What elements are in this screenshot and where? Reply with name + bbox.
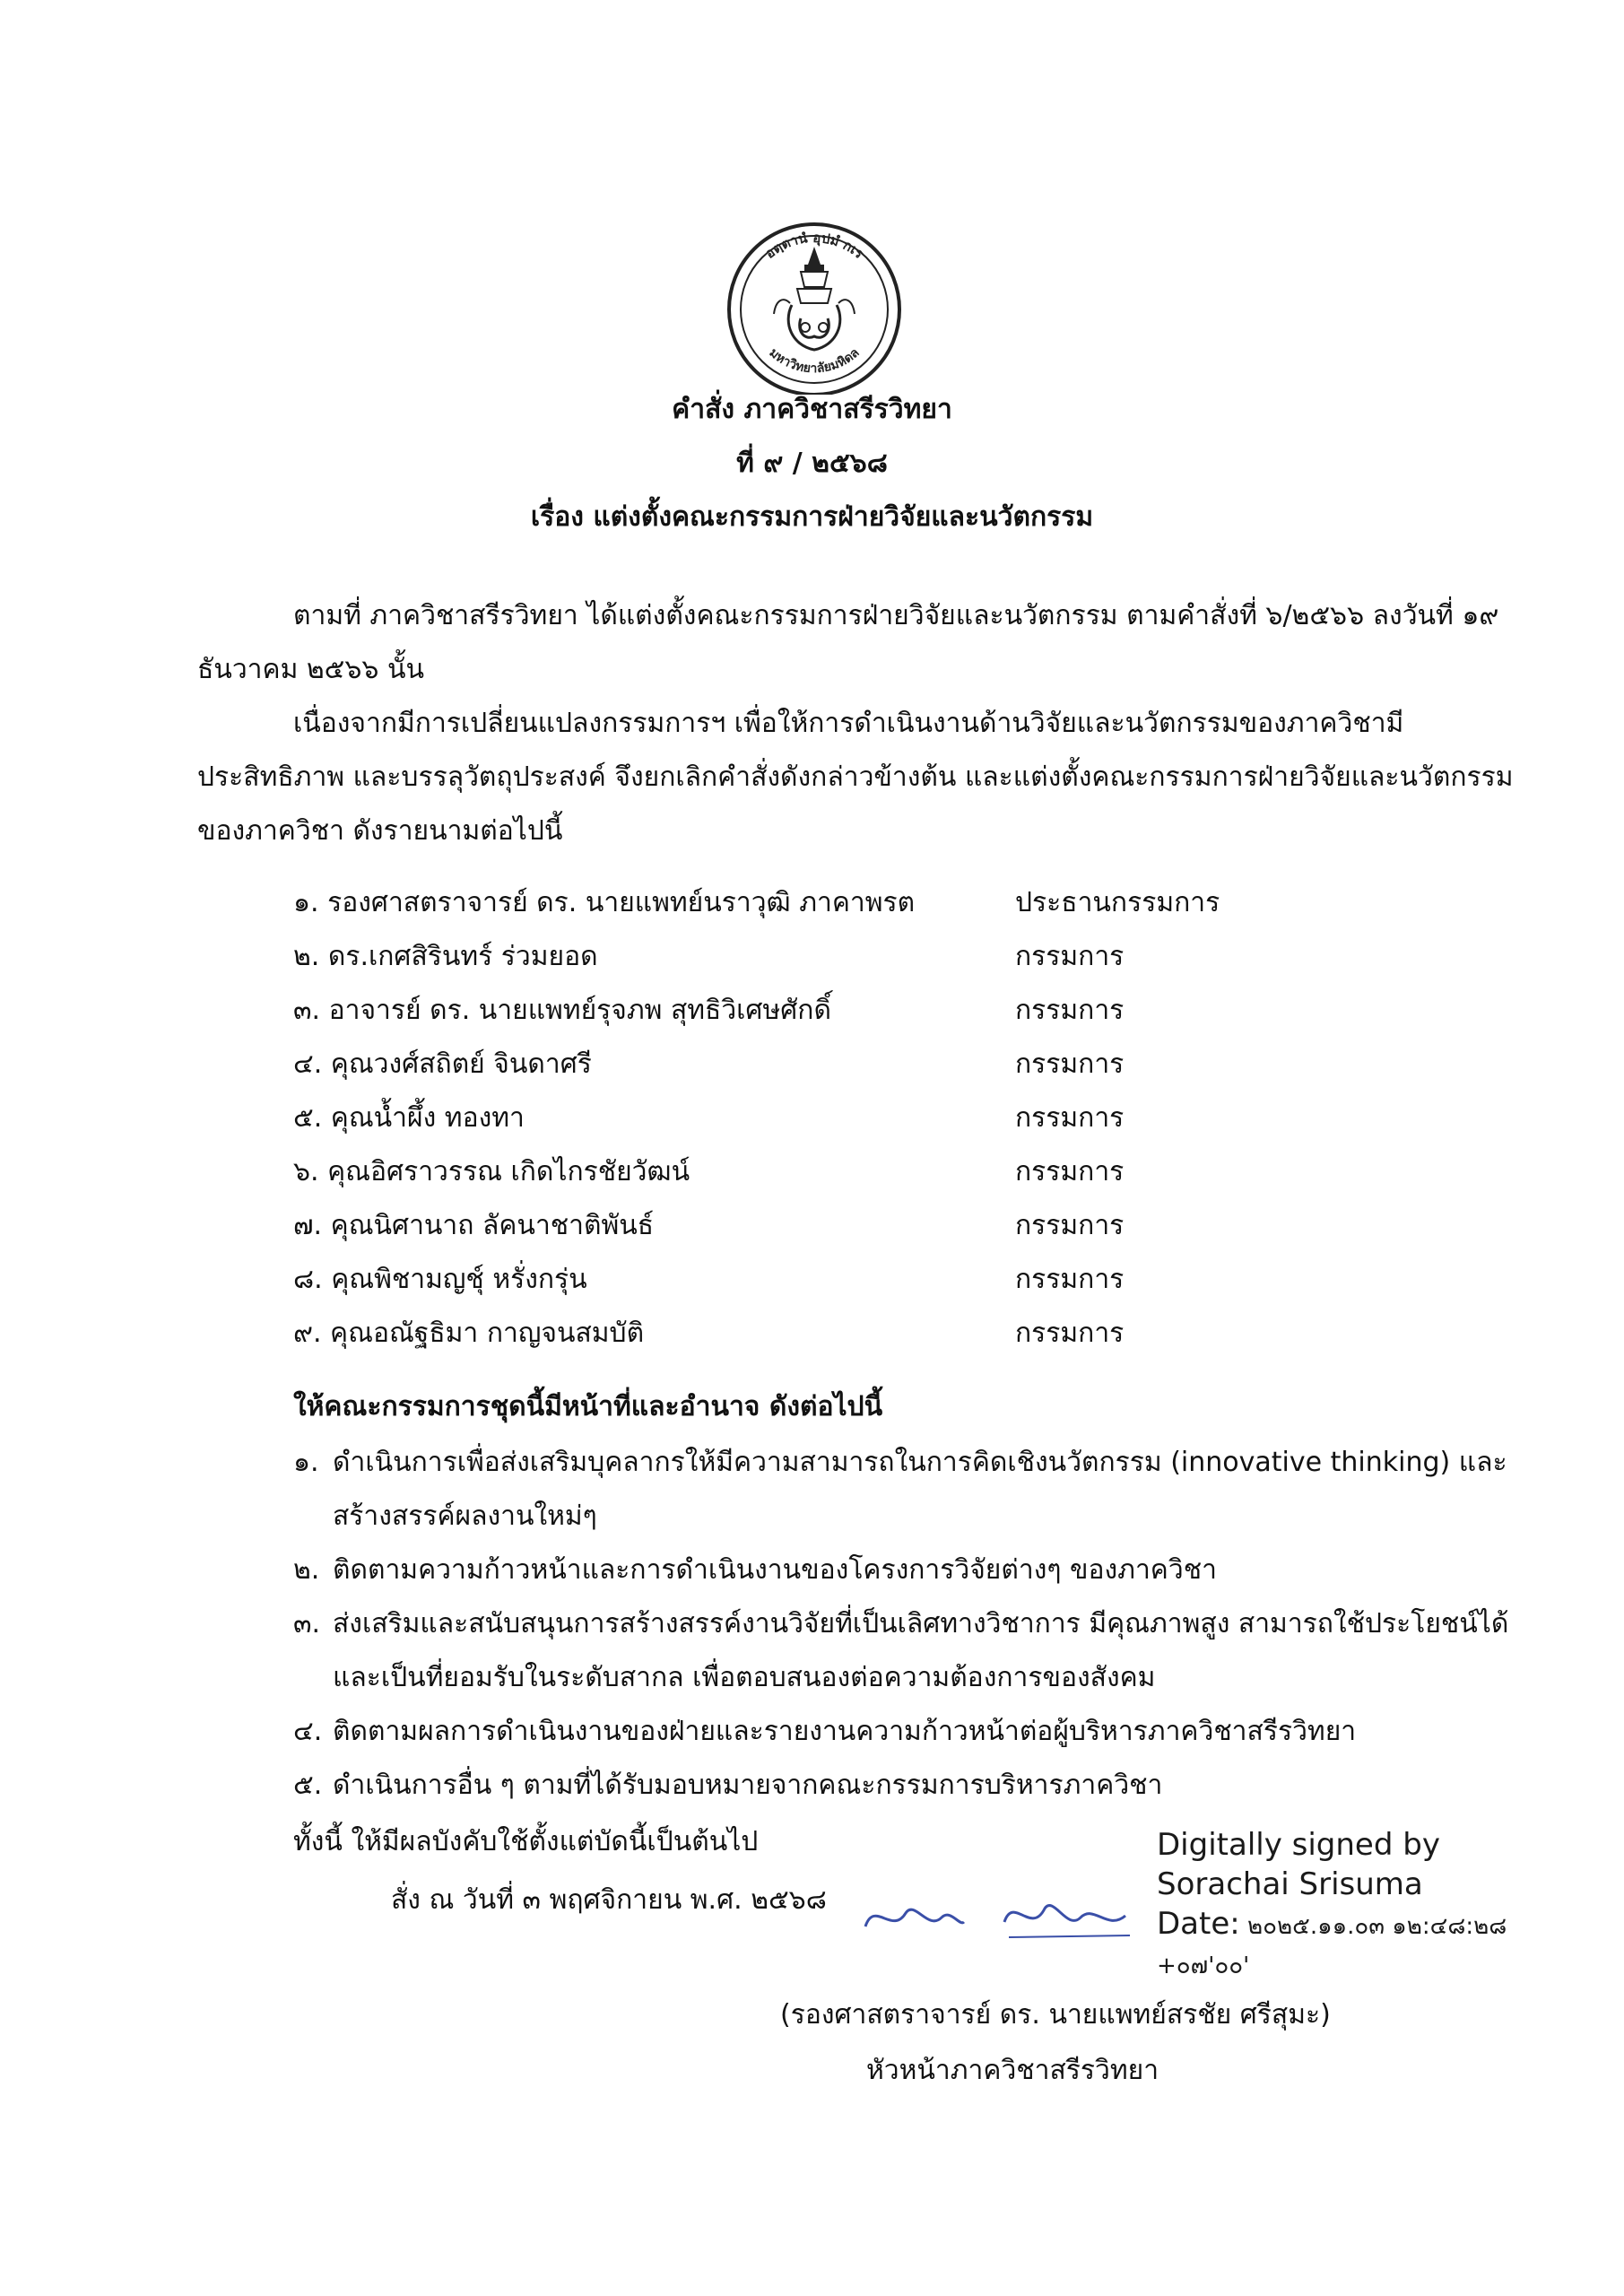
committee-member-role: กรรมการ <box>1015 995 1125 1026</box>
paragraph-2-line-1: เนื่องจากมีการเปลี่ยนแปลงกรรมการฯ เพื่อให้การดำเนินงานด้านวิจัยและนวัตกรรมของภาควิชามี <box>293 708 1404 739</box>
duty-text: ดำเนินการเพื่อส่งเสริมบุคลากรให้มีความสามารถในการคิดเชิงนวัตกรรม (innovative thinking) และ <box>333 1447 1507 1478</box>
duty-text: และเป็นที่ยอมรับในระดับสากล เพื่อตอบสนองต่อความต้องการของสังคม <box>333 1662 1156 1693</box>
committee-member-role: กรรมการ <box>1015 1048 1125 1080</box>
duty-text: ติดตามความก้าวหน้าและการดำเนินงานของโครงการวิจัยต่างๆ ของภาควิชา <box>333 1554 1217 1586</box>
digital-signature-line-2: Sorachai Srisuma <box>1157 1866 1423 1902</box>
digital-signature-date-label: Date: <box>1157 1906 1240 1942</box>
duty-number: ๑. <box>293 1447 319 1478</box>
order-title: คำสั่ง ภาควิชาสรีรวิทยา <box>672 394 952 425</box>
duty-number: ๔. <box>293 1716 323 1747</box>
order-subject: เรื่อง แต่งตั้งคณะกรรมการฝ่ายวิจัยและนวัตกรรม <box>530 501 1094 533</box>
signatory-position: หัวหน้าภาควิชาสรีรวิทยา <box>866 2055 1159 2086</box>
order-date: สั่ง ณ วันที่ ๓ พฤศจิกายน พ.ศ. ๒๕๖๘ <box>391 1884 827 1916</box>
duty-number: ๓. <box>293 1608 321 1639</box>
digital-signature-block <box>1157 1825 1569 1986</box>
duty-text: สร้างสรรค์ผลงานใหม่ๆ <box>333 1500 597 1532</box>
committee-member-role: กรรมการ <box>1015 1318 1125 1349</box>
duties-heading: ให้คณะกรรมการชุดนี้มีหน้าที่และอำนาจ ดังต่อไปนี้ <box>293 1391 883 1422</box>
duty-text: ติดตามผลการดำเนินงานของฝ่ายและรายงานความก้าวหน้าต่อผู้บริหารภาควิชาสรีรวิทยา <box>333 1716 1357 1747</box>
duty-number: ๒. <box>293 1554 320 1586</box>
digital-signature-date-value: ๒๐๒๕.๑๑.๐๓ ๑๒:๔๘:๒๘ <box>1239 1913 1507 1940</box>
handwritten-signature <box>856 1882 1152 1953</box>
seal-text-top: อตฺตานํ อุปมํ กเร <box>761 229 867 262</box>
committee-member-role: กรรมการ <box>1015 1264 1125 1295</box>
committee-member-name: ๒. ดร.เกศสิรินทร์ ร่วมยอด <box>293 941 598 972</box>
committee-member-name: ๙. คุณอณัฐธิมา กาญจนสมบัติ <box>293 1318 645 1349</box>
duty-text: ดำเนินการอื่น ๆ ตามที่ได้รับมอบหมายจากคณะกรรมการบริหารภาควิชา <box>333 1770 1163 1801</box>
committee-member-name: ๗. คุณนิศานาถ ลัคนาชาติพันธ์ <box>293 1210 655 1241</box>
committee-member-role: ประธานกรรมการ <box>1015 887 1220 918</box>
signature-stroke-icon <box>856 1882 1152 1953</box>
paragraph-2-line-3: ของภาควิชา ดังรายนามต่อไปนี้ <box>197 815 563 847</box>
digital-signature-timezone: +๐๗'๐๐' <box>1157 1952 1250 1979</box>
duty-number: ๕. <box>293 1770 323 1801</box>
order-number: ที่ ๙ / ๒๕๖๘ <box>736 448 888 479</box>
paragraph-1-line-1: ตามที่ ภาควิชาสรีรวิทยา ได้แต่งตั้งคณะกรรมการฝ่ายวิจัยและนวัตกรรม ตามคำสั่งที่ ๖/๒๕๖๖ ลงวันที่ ๑๙ <box>293 600 1499 631</box>
committee-member-name: ๓. อาจารย์ ดร. นายแพทย์รุจภพ สุทธิวิเศษศักดิ์ <box>293 995 831 1026</box>
committee-member-name: ๕. คุณน้ำผึ้ง ทองทา <box>293 1102 525 1134</box>
committee-member-name: ๑. รองศาสตราจารย์ ดร. นายแพทย์นราวุฒิ ภาคาพรต <box>293 887 916 918</box>
committee-member-role: กรรมการ <box>1015 1210 1125 1241</box>
duty-text: ส่งเสริมและสนับสนุนการสร้างสรรค์งานวิจัยที่เป็นเลิศทางวิชาการ มีคุณภาพสูง สามารถใช้ประโยชน์ได้ <box>333 1608 1509 1639</box>
committee-member-role: กรรมการ <box>1015 941 1125 972</box>
committee-member-name: ๘. คุณพิชามญชุ์ หรั่งกรุ่น <box>293 1264 587 1295</box>
digital-signature-line-1: Digitally signed by <box>1157 1827 1440 1863</box>
digital-signature-date <box>1157 1904 1569 1946</box>
paragraph-2-line-2: ประสิทธิภาพ และบรรลุวัตถุประสงค์ จึงยกเลิกคำสั่งดังกล่าวข้างต้น และแต่งตั้งคณะกรรมการฝ่ายวิจัยและนวัตกรรม <box>197 761 1514 793</box>
signatory-name: (รองศาสตราจารย์ ดร. นายแพทย์สรชัย ศรีสุมะ) <box>780 1999 1331 2031</box>
committee-member-name: ๖. คุณอิศราวรรณ เกิดไกรชัยวัฒน์ <box>293 1156 690 1187</box>
committee-member-role: กรรมการ <box>1015 1102 1125 1134</box>
seal-text-bottom: มหาวิทยาลัยมหิดล <box>766 345 863 377</box>
paragraph-1-line-2: ธันวาคม ๒๕๖๖ นั้น <box>197 654 425 685</box>
committee-member-name: ๔. คุณวงศ์สถิตย์ จินดาศรี <box>293 1048 592 1080</box>
effective-statement: ทั้งนี้ ให้มีผลบังคับใช้ตั้งแต่บัดนี้เป็นต้นไป <box>293 1826 759 1857</box>
university-seal <box>711 215 917 395</box>
university-seal-icon <box>711 215 917 395</box>
committee-member-role: กรรมการ <box>1015 1156 1125 1187</box>
